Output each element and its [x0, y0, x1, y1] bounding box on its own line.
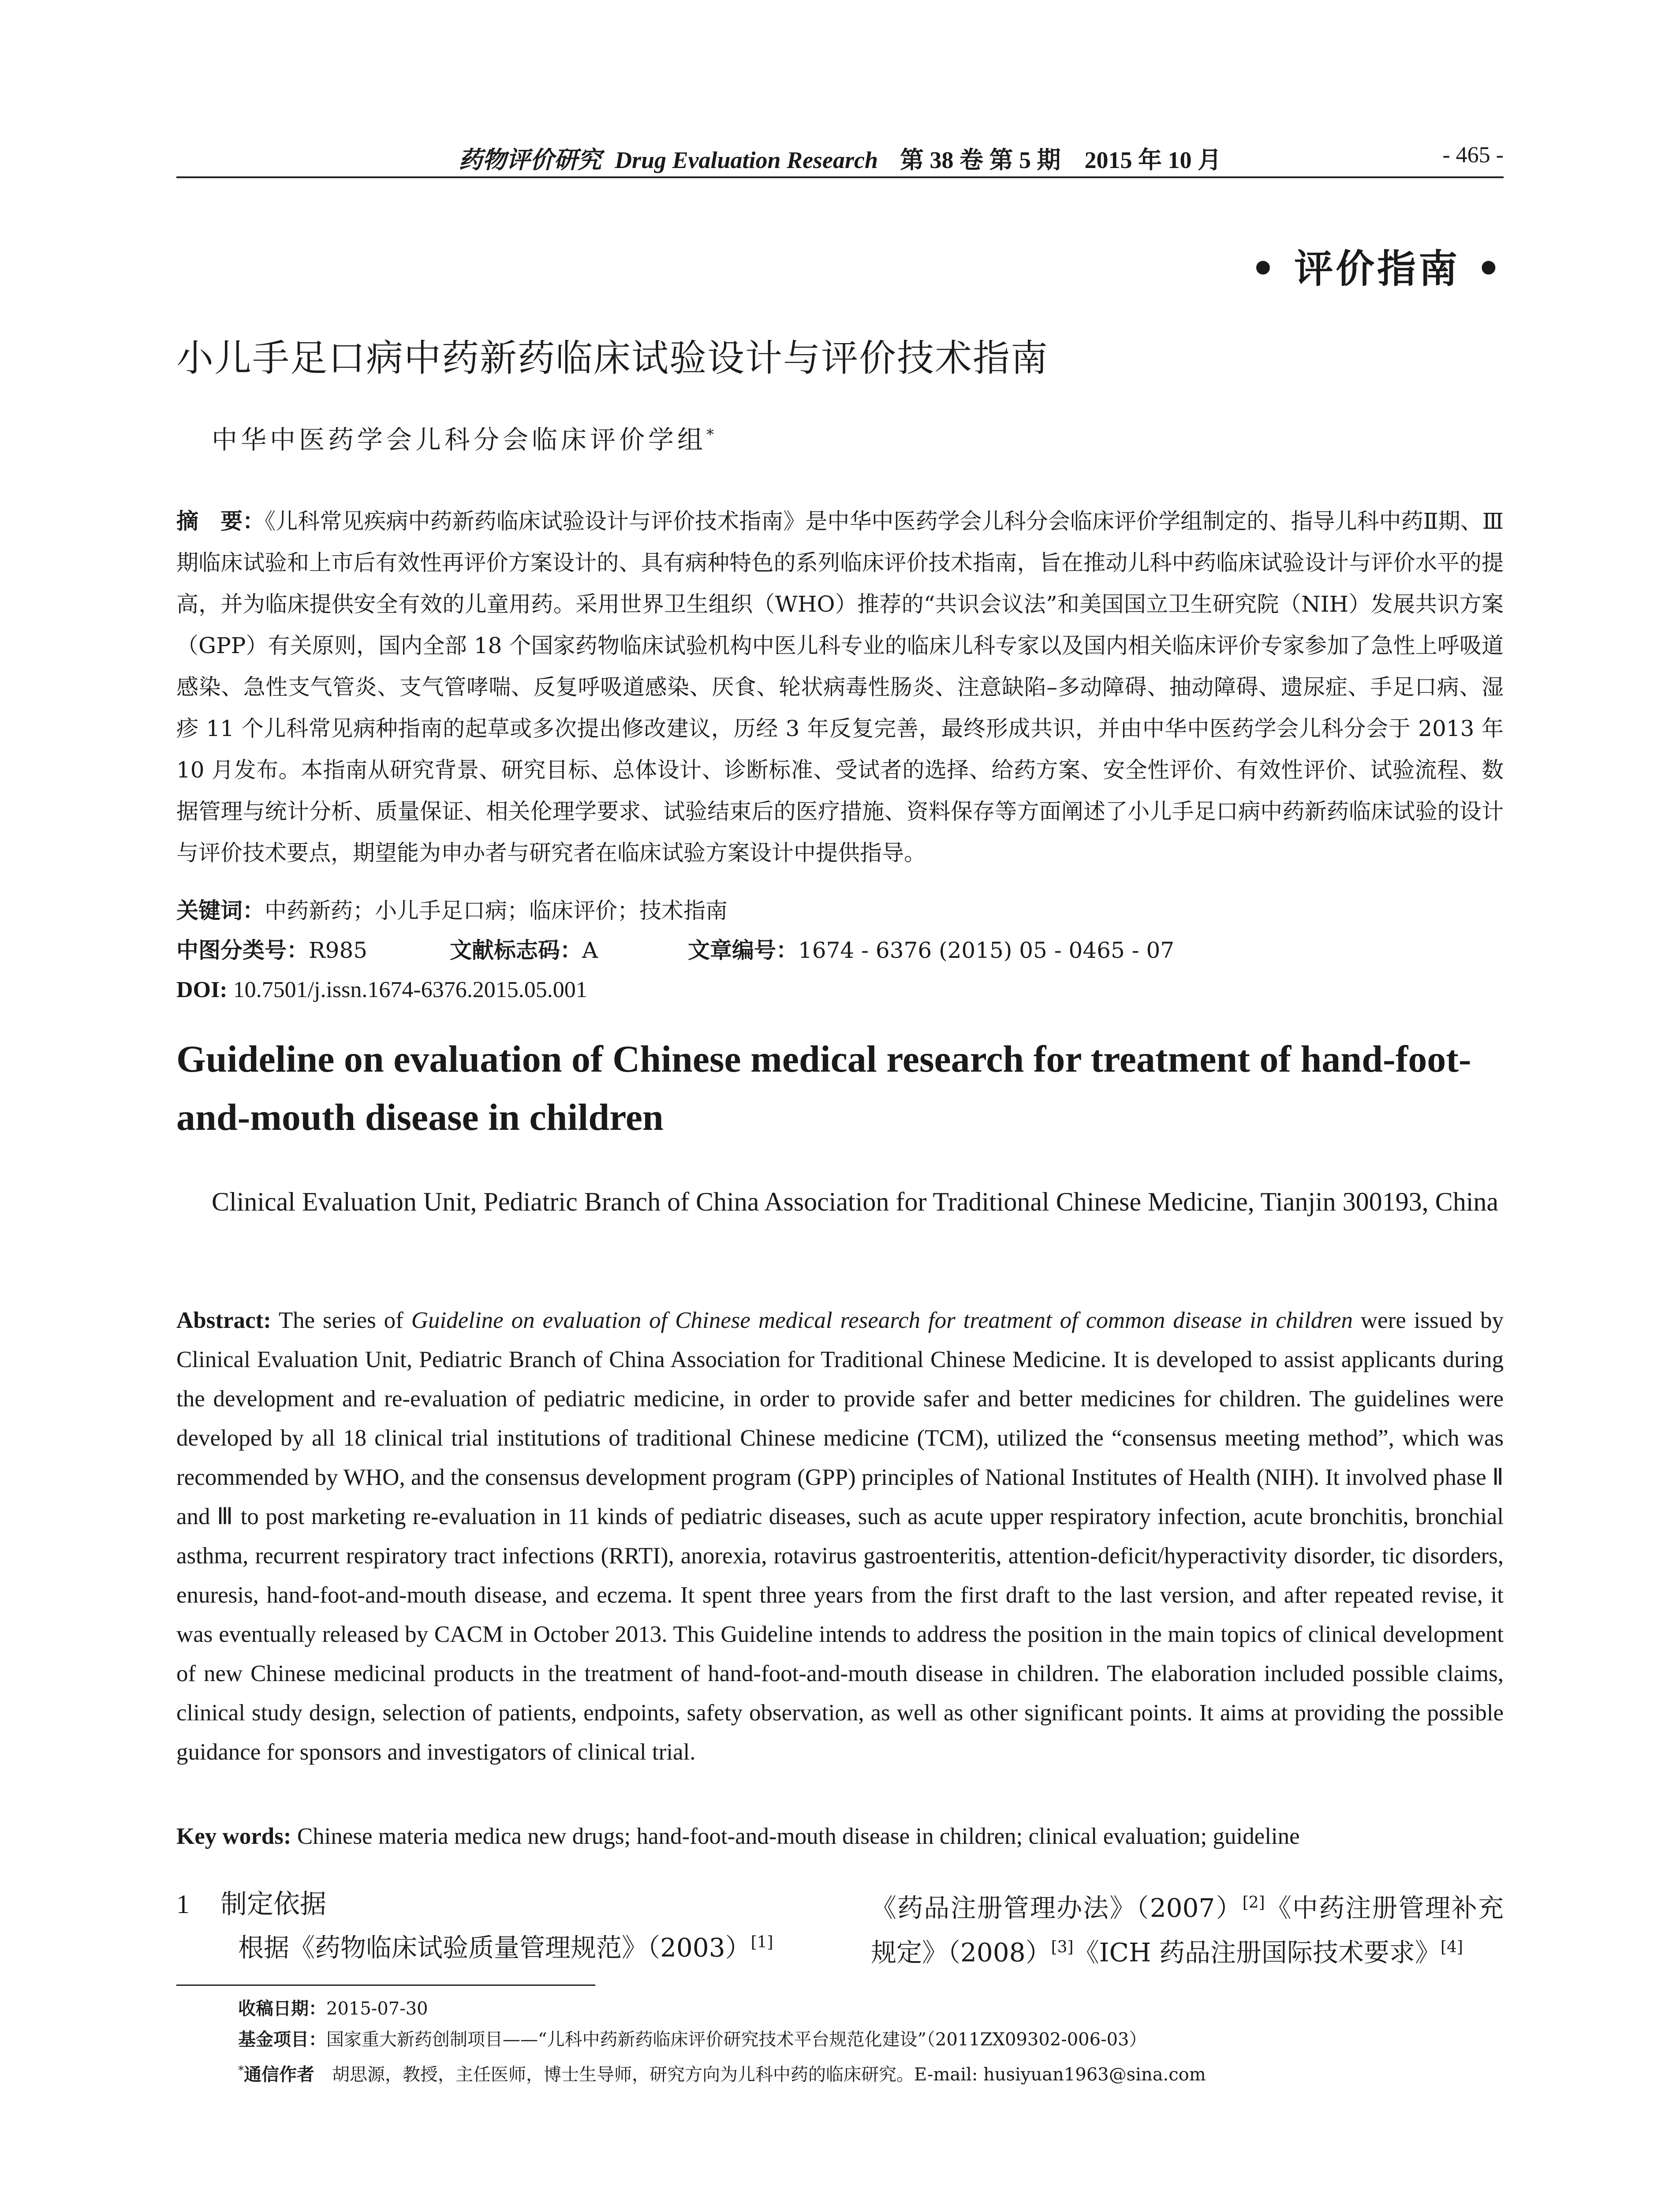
doi-label: DOI:	[176, 977, 228, 1002]
abstract-en-label: Abstract:	[176, 1308, 271, 1333]
corr-mark: *	[238, 2064, 244, 2077]
abstract-cn-text: 《儿科常见疾病中药新药临床试验设计与评价技术指南》是中华中医药学会儿科分会临床评价学组制定的、指导儿科中药Ⅱ期、Ⅲ期临床试验和上市后有效性再评价方案设计的、具有病种特色的系列临床评价技术指南，旨在推动儿科中药临床试验设计与评价水平的提高，并为临床提供安全有效的儿童用药。采用世界卫生组织（WHO）推荐的“共识会议法”和美国国立卫生研究院（NIH）发展共识方案（GPP）有关原则，国内全部 18 个国家药物临床试验机构中医儿科专业的临床儿科专家以及国内相关临床评价专家参加了急性上呼吸道感染、急性支气管炎、支气管哮喘、反复呼吸道感染、厌食、轮状病毒性肠炎、注意缺陷–多动障碍、抽动障碍、遗尿症、手足口病、湿疹 11 个儿科常见病种指南的起草或多次提出修改建议，历经 3 年反复完善，最终形成共识，并由中华中医药学会儿科分会于 2013 年 10 月发布。本指南从研究背景、研究目标、总体设计、诊断标准、受试者的选择、给药方案、安全性评价、有效性评价、试验流程、数据管理与统计分析、质量保证、相关伦理学要求、试验结束后的医疗措施、资料保存等方面阐述了小儿手足口病中药新药临床试验的设计与评价技术要点，期望能为申办者与研究者在临床试验方案设计中提供指导。	[176, 508, 1504, 866]
section-1-right-column	[871, 1883, 1504, 1973]
journal-name-en: Drug Evaluation Research	[614, 147, 878, 173]
abstract-en-text: were issued by Clinical Evaluation Unit, Pediatric Branch of China Association for Traditional Chinese Medicine. It is developed to assist applicants during the development and re-evaluation of pediatric medicine, in order to provide safer and better medicines for children. The guidelines were developed by all 18 clinical trial institutions of traditional Chinese medicine (TCM), utilized the “consensus meeting method”, which was recommended by WHO, and the consensus development program (GPP) principles of National Institutes of Health (NIH). It involved phase Ⅱ and Ⅲ to post marketing re-evaluation in 11 kinds of pediatric diseases, such as acute upper respiratory infection, acute bronchitis, bronchial asthma, recurrent respiratory tract infections (RRTI), anorexia, rotavirus gastroenteritis, attention-deficit/hyperactivity disorder, tic disorders, enuresis, hand-foot-and-mouth disease, and eczema. It spent three years from the first draft to the last version, and after repeated revise, it was eventually released by CACM in October 2013. This Guideline intends to address the position in the main topics of clinical development of new Chinese medicinal products in the treatment of hand-foot-and-mouth disease in children. The elaboration included possible claims, clinical study design, selection of patients, endpoints, safety observation, as well as other significant points. It aims at providing the possible guidance for sponsors and investigators of clinical trial.	[176, 1308, 1504, 1765]
author-cn	[212, 419, 717, 456]
header-divider	[176, 176, 1504, 178]
keywords-en-text: Chinese materia medica new drugs; hand-foot-and-mouth disease in children; clinical evaluation; guideline	[297, 1824, 1300, 1849]
running-header	[176, 137, 1504, 176]
section-1-left-column	[238, 1923, 825, 1967]
abstract-en-lead: The series of	[278, 1308, 403, 1333]
abstract-cn-label: 摘 要：	[176, 508, 265, 534]
title-en: Guideline on evaluation of Chinese medical research for treatment of hand-foot-and-mouth disease in children	[176, 1038, 1471, 1138]
abstract-cn	[176, 501, 1504, 874]
article-no-value: 1674 - 6376 (2015) 05 - 0465 - 07	[798, 938, 1175, 963]
keywords-cn-label: 关键词：	[176, 898, 265, 923]
section-1-number: 1	[176, 1890, 190, 1919]
classification-row	[176, 931, 1504, 970]
received-value: 2015-07-30	[326, 1999, 428, 2019]
footnote-corresponding	[238, 2055, 1504, 2090]
ref-2[interactable]: [2]	[1242, 1894, 1265, 1912]
footnote-fund	[238, 2024, 1504, 2055]
title-cn: 小儿手足口病中药新药临床试验设计与评价技术指南	[176, 336, 1049, 380]
clc-value: R985	[309, 938, 368, 963]
keywords-cn-text: 中药新药；小儿手足口病；临床评价；技术指南	[265, 898, 728, 923]
section-1-right-text-3: 《ICH 药品注册国际技术要求》	[1073, 1937, 1441, 1968]
section-1-right-text-1: 《药品注册管理办法》（2007）	[871, 1893, 1243, 1923]
received-label: 收稿日期：	[238, 1999, 326, 2019]
fund-value: 国家重大新药创制项目——“儿科中药新药临床评价研究技术平台规范化建设”（2011ZX09302-006-03）	[326, 2029, 1147, 2050]
ref-3[interactable]: [3]	[1051, 1938, 1074, 1957]
keywords-en-label: Key words:	[176, 1824, 291, 1849]
article-no-label: 文章编号：	[688, 938, 798, 963]
footnote-received	[238, 1993, 1504, 2024]
article-no-block	[688, 931, 1174, 970]
section-1-left-text: 根据《药物临床试验质量管理规范》（2003）	[238, 1932, 751, 1963]
journal-name-cn: 药物评价研究	[458, 146, 601, 174]
footnotes	[238, 1993, 1504, 2090]
doi-value[interactable]: 10.7501/j.issn.1674-6376.2015.05.001	[233, 977, 587, 1002]
section-tag: • 评价指南 •	[1251, 246, 1504, 292]
clc-label: 中图分类号：	[176, 938, 309, 963]
ref-1[interactable]: [1]	[750, 1933, 773, 1951]
author-name-cn: 中华中医药学会儿科分会临床评价学组	[212, 425, 707, 455]
doi-row	[176, 970, 587, 1010]
doc-code-label: 文献标志码：	[450, 938, 582, 963]
issue-info: 第 38 卷 第 5 期 2015 年 10 月	[900, 147, 1222, 173]
fund-label: 基金项目：	[238, 2029, 326, 2050]
section-1-right-text-2: 《中药注册管理补充规定》（2008）	[871, 1893, 1504, 1968]
author-mark: *	[706, 426, 718, 444]
clc-block	[176, 931, 450, 970]
footnote-divider	[176, 1984, 595, 1986]
doc-code-block	[450, 931, 688, 970]
keywords-cn	[176, 891, 1504, 931]
abstract-en	[176, 1301, 1504, 1772]
page-number: - 465 -	[1442, 142, 1504, 168]
ref-4[interactable]: [4]	[1440, 1938, 1463, 1957]
section-1-title: 制定依据	[220, 1889, 326, 1920]
affiliation-en: Clinical Evaluation Unit, Pediatric Branch of China Association for Traditional Chinese Medicine, Tianjin 300193, China	[212, 1187, 1498, 1216]
keywords-en	[176, 1817, 1504, 1856]
abstract-en-italic-title: Guideline on evaluation of Chinese medical research for treatment of common disease in children	[411, 1308, 1353, 1333]
corr-label: 通信作者	[244, 2064, 314, 2085]
header-center	[176, 141, 1504, 175]
corr-value: 胡思源，教授，主任医师，博士生导师，研究方向为儿科中药的临床研究。E-mail: husiyuan1963@sina.com	[332, 2064, 1206, 2085]
section-1-heading	[176, 1883, 326, 1921]
doc-code-value: A	[582, 938, 598, 963]
